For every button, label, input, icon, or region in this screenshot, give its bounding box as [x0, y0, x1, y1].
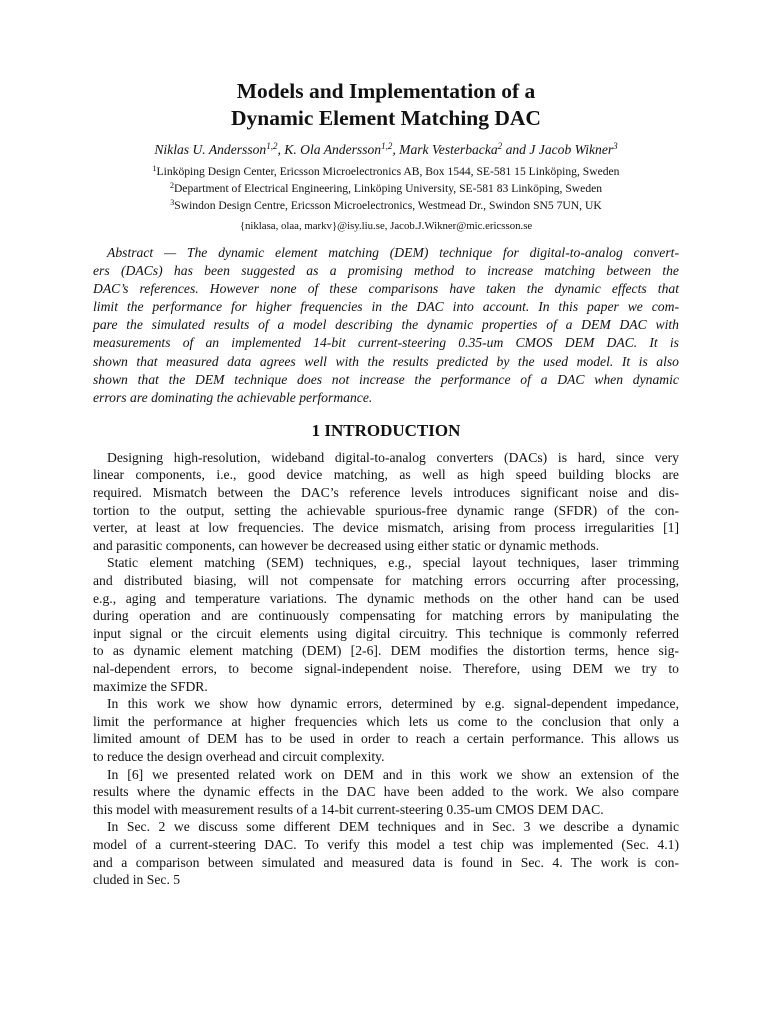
author-3-affil: 2 — [497, 141, 503, 151]
body-line: this model with measurement results of a 14-bit current-steering 0.35-um CMOS DEM DAC. — [93, 801, 604, 817]
abstract-line: pare the simulated results of a model describing the dynamic properties of a DEM DAC with — [93, 317, 679, 333]
affiliation-1 — [93, 163, 679, 180]
abstract-line: Abstract — The dynamic element matching (DEM) technique for digital-to-analog convert- — [107, 245, 679, 260]
abstract-line: errors are dominating the achievable performance. — [93, 389, 373, 405]
paper-title — [93, 78, 679, 132]
body-line: In Sec. 2 we discuss some different DEM techniques and in Sec. 3 we describe a dynamic — [107, 819, 679, 835]
paper-page — [93, 72, 679, 889]
author-3: , Mark Vesterbacka — [392, 142, 498, 157]
affiliation-2 — [93, 180, 679, 197]
author-list — [93, 141, 679, 159]
body-line: limited amount of DEM has to be used in order to reach a certain performance. This allows us — [93, 731, 679, 747]
body-line: and a comparison between simulated and measured data is found in Sec. 4. The work is con- — [93, 854, 679, 870]
introduction-text — [93, 449, 679, 889]
affiliation-3 — [93, 197, 679, 214]
abstract-line: limit the performance for higher frequencies in the DAC into account. In this paper we com- — [93, 299, 679, 315]
affiliation-1-marker: 1 — [152, 164, 157, 173]
body-line: input signal or the circuit elements using digital circuitry. This technique is commonly referred — [93, 625, 679, 641]
body-line: and distributed biasing, will not compensate for matching errors occurring after processing, — [93, 573, 679, 588]
author-2-affil: 1,2 — [381, 141, 393, 151]
affiliation-2-marker: 2 — [169, 181, 174, 190]
body-line: and parasitic components, can however be decreased using either static or dynamic methods. — [93, 537, 600, 553]
section-heading-introduction: 1 INTRODUCTION — [311, 420, 461, 440]
body-line: tortion to the output, setting the achievable spurious-free dynamic range (SFDR) of the con- — [93, 502, 679, 518]
author-4-affil: 3 — [613, 141, 618, 151]
affiliation-list — [93, 163, 679, 214]
author-1-affil: 1,2 — [266, 141, 278, 151]
abstract — [93, 244, 679, 407]
author-2: , K. Ola Andersson — [277, 142, 382, 157]
body-line: Static element matching (SEM) techniques, e.g., special layout techniques, laser trimming — [107, 555, 679, 571]
body-line: model of a current-steering DAC. To verify this model a test chip was implemented (Sec. 4.1) — [93, 836, 679, 852]
body-line: limit the performance at higher frequencies which lets us come to the conclusion that only a — [93, 713, 679, 729]
author-4: and J Jacob Wikner — [502, 142, 614, 157]
body-line: e.g., aging and temperature variations. The dynamic methods on the other hand can be used — [93, 590, 679, 606]
body-line: to reduce the design overhead and circuit complexity. — [93, 748, 385, 764]
body-line: Designing high-resolution, wideband digital-to-analog converters (DACs) is hard, since very — [107, 449, 679, 465]
abstract-line: shown that the DEM technique does not increase the performance of a DAC when dynamic — [93, 371, 679, 387]
abstract-line: shown that measured data agrees well with the results predicted by the used model. It is also — [93, 353, 679, 369]
abstract-line: DAC’s references. However none of these comparisons have taken the dynamic effects that — [93, 281, 679, 297]
affiliation-3-text: Swindon Design Centre, Ericsson Microelectronics, Westmead Dr., Swindon SN5 7UN, UK — [174, 199, 602, 212]
title-line-2: Dynamic Element Matching DAC — [231, 106, 541, 130]
body-line: results where the dynamic effects in the DAC have been added to the work. We also compare — [93, 784, 679, 800]
body-line: nal-dependent errors, to become signal-independent noise. Therefore, using DEM we try to — [93, 660, 679, 676]
affiliation-2-text: Department of Electrical Engineering, Linköping University, SE-581 83 Linköping, Sweden — [173, 182, 603, 195]
body-line: required. Mismatch between the DAC’s reference levels introduces significant noise and dis- — [93, 485, 679, 501]
body-line: to as dynamic element matching (DEM) [2-6]. DEM modifies the distortion terms, hence sig- — [93, 643, 679, 659]
title-line-1: Models and Implementation of a — [236, 79, 536, 103]
body-line: linear components, i.e., good device matching, as well as high speed building blocks are — [93, 467, 679, 483]
abstract-line: measurements of an implemented 14-bit current-steering 0.35-um CMOS DEM DAC. It is — [93, 335, 679, 351]
abstract-line: ers (DACs) has been suggested as a promising method to increase matching between the — [93, 263, 679, 279]
affiliation-1-text: Linköping Design Center, Ericsson Microelectronics AB, Box 1544, SE-581 15 Linköping, Sweden — [156, 165, 620, 178]
author-1: Niklas U. Andersson — [154, 142, 267, 157]
body-line: during operation and are continuously compensating for matching errors by manipulating the — [93, 608, 679, 624]
affiliation-3-marker: 3 — [170, 198, 175, 207]
body-line: verter, at least at low frequencies. The device mismatch, arising from process irregularities [1] — [93, 520, 679, 536]
body-line: In [6] we presented related work on DEM and in this work we show an extension of the — [107, 766, 679, 782]
body-line: In this work we show how dynamic errors, determined by e.g. signal-dependent impedance, — [107, 696, 679, 712]
body-line: maximize the SFDR. — [93, 678, 208, 694]
author-emails: {niklasa, olaa, markv}@isy.liu.se, Jacob.J.Wikner@mic.ericsson.se — [239, 220, 533, 232]
body-line: cluded in Sec. 5 — [93, 872, 181, 888]
